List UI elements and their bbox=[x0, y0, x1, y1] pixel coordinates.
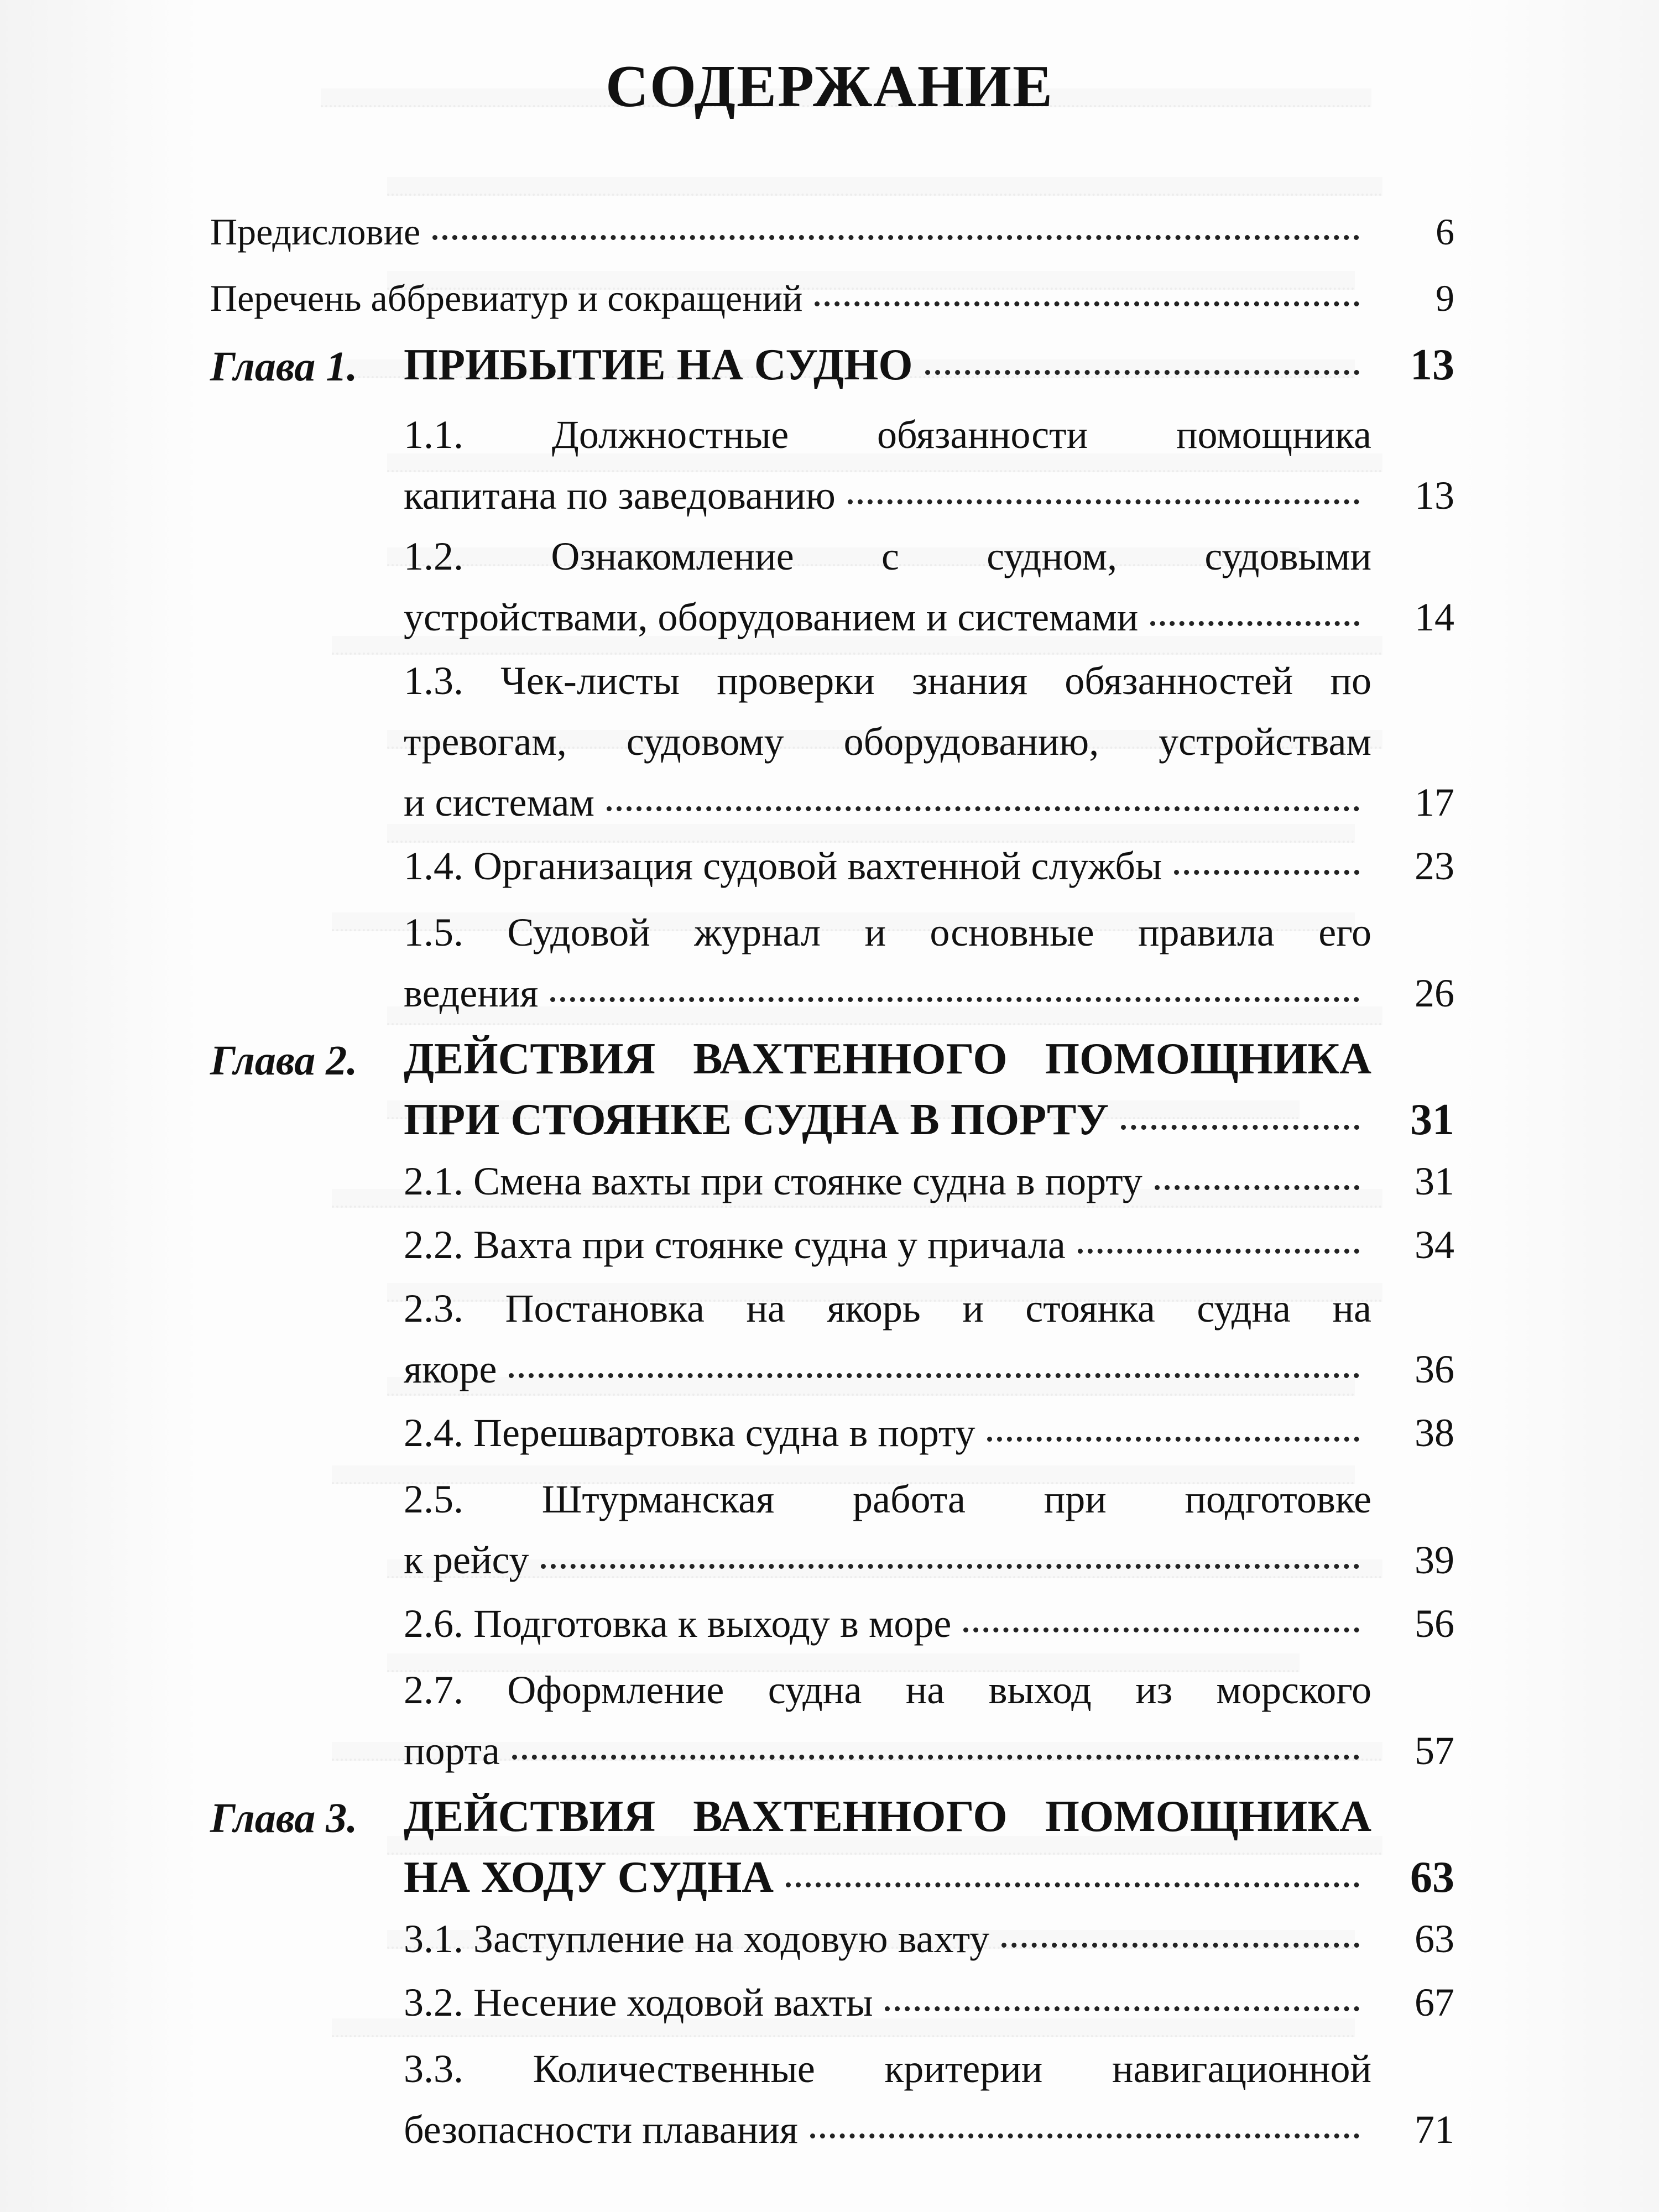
chapter-title[interactable]: ДЕЙСТВИЯ ВАХТЕННОГО ПОМОЩНИКА bbox=[404, 1035, 1371, 1083]
toc-page-number: 31 bbox=[1415, 1159, 1454, 1203]
dot-leader bbox=[550, 992, 1359, 1002]
toc-section-3-3[interactable] bbox=[404, 2107, 1454, 2153]
toc-section-1-4[interactable] bbox=[404, 843, 1454, 889]
toc-chapter-3[interactable] bbox=[404, 1853, 1454, 1903]
chapter-label: Глава 2. bbox=[210, 1037, 358, 1084]
toc-page-number: 23 bbox=[1415, 844, 1454, 888]
toc-section-1-1[interactable] bbox=[404, 473, 1454, 519]
toc-section-line[interactable]: тревогам, судовому оборудованию, устройствам bbox=[404, 719, 1371, 764]
toc-page-number: 56 bbox=[1415, 1601, 1454, 1646]
dot-leader bbox=[815, 296, 1359, 306]
toc-page-number: 38 bbox=[1415, 1411, 1454, 1455]
toc-entry-label: 3.1. Заступление на ходовую вахту bbox=[404, 1917, 990, 1961]
toc-entry-label: 2.4. Перешвартовка судна в порту bbox=[404, 1411, 975, 1455]
dot-leader bbox=[925, 364, 1359, 375]
dot-leader bbox=[512, 1749, 1359, 1760]
toc-section-2-6[interactable] bbox=[404, 1601, 1454, 1647]
toc-page-number: 36 bbox=[1415, 1347, 1454, 1391]
toc-section-line[interactable]: 1.5. Судовой журнал и основные правила его bbox=[404, 910, 1371, 954]
dot-leader bbox=[607, 801, 1359, 811]
dot-leader bbox=[885, 2001, 1359, 2011]
dot-leader bbox=[987, 1431, 1359, 1442]
toc-page-number: 26 bbox=[1415, 971, 1454, 1015]
toc-page-number: 6 bbox=[1436, 211, 1454, 253]
toc-entry-label: 2.2. Вахта при стоянке судна у причала bbox=[404, 1223, 1066, 1267]
dot-leader bbox=[963, 1622, 1359, 1632]
toc-entry-label: безопасности плавания bbox=[404, 2107, 798, 2152]
dot-leader bbox=[810, 2128, 1359, 2138]
toc-entry-label: капитана по заведованию bbox=[404, 473, 836, 518]
toc-page-number: 67 bbox=[1415, 1980, 1454, 2025]
dot-leader bbox=[1174, 864, 1359, 875]
toc-page-number: 31 bbox=[1410, 1095, 1454, 1144]
toc-page-number: 13 bbox=[1410, 341, 1454, 389]
toc-section-line[interactable]: 2.7. Оформление судна на выход из морского bbox=[404, 1668, 1371, 1712]
toc-page-number: 9 bbox=[1436, 277, 1454, 319]
toc-entry-label: 2.6. Подготовка к выходу в море bbox=[404, 1601, 952, 1646]
toc-section-line[interactable]: 1.2. Ознакомление с судном, судовыми bbox=[404, 534, 1371, 578]
dot-leader bbox=[1078, 1243, 1359, 1254]
toc-entry-label: порта bbox=[404, 1729, 500, 1773]
toc-section-2-4[interactable] bbox=[404, 1410, 1454, 1456]
toc-entry-label: 3.2. Несение ходовой вахты bbox=[404, 1980, 873, 2025]
toc-section-line[interactable]: 3.3. Количественные критерии навигационной bbox=[404, 2047, 1371, 2091]
page-title: СОДЕРЖАНИЕ bbox=[606, 54, 1053, 119]
toc-entry-label: 1.4. Организация судовой вахтенной службы bbox=[404, 844, 1162, 888]
dot-leader bbox=[1001, 1937, 1359, 1948]
toc-entry-abbreviations[interactable] bbox=[210, 276, 1454, 320]
toc-section-2-5[interactable] bbox=[404, 1537, 1454, 1583]
dot-leader bbox=[1121, 1119, 1359, 1130]
chapter-label: Глава 1. bbox=[210, 343, 358, 390]
toc-page-number: 63 bbox=[1415, 1917, 1454, 1961]
dot-leader bbox=[509, 1368, 1359, 1378]
chapter-title[interactable]: ДЕЙСТВИЯ ВАХТЕННОГО ПОМОЩНИКА bbox=[404, 1792, 1371, 1841]
toc-section-3-1[interactable] bbox=[404, 1916, 1454, 1962]
chapter-title: ПРИ СТОЯНКЕ СУДНА В ПОРТУ bbox=[404, 1095, 1109, 1144]
toc-page-number: 71 bbox=[1415, 2107, 1454, 2152]
toc-section-3-2[interactable] bbox=[404, 1980, 1454, 2026]
toc-entry-label: и системам bbox=[404, 780, 594, 825]
toc-page-number: 17 bbox=[1415, 780, 1454, 825]
dot-leader bbox=[1155, 1180, 1359, 1190]
toc-page-number: 39 bbox=[1415, 1538, 1454, 1582]
toc-entry-label: к рейсу bbox=[404, 1538, 529, 1582]
toc-section-line[interactable]: 1.1. Должностные обязанности помощника bbox=[404, 413, 1371, 457]
toc-section-1-2[interactable] bbox=[404, 594, 1454, 640]
toc-chapter-2[interactable] bbox=[404, 1095, 1454, 1145]
dot-leader bbox=[541, 1558, 1359, 1569]
toc-entry-label: 2.1. Смена вахты при стоянке судна в порту bbox=[404, 1159, 1142, 1203]
toc-section-1-3[interactable] bbox=[404, 780, 1454, 826]
toc-page-number: 63 bbox=[1410, 1853, 1454, 1902]
toc-section-2-2[interactable] bbox=[404, 1222, 1454, 1268]
toc-chapter-1[interactable] bbox=[404, 340, 1454, 390]
toc-section-2-3[interactable] bbox=[404, 1347, 1454, 1392]
toc-entry-label: Предисловие bbox=[210, 211, 421, 253]
dot-leader bbox=[432, 229, 1359, 240]
toc-entry-label: якоре bbox=[404, 1347, 497, 1391]
chapter-title: НА ХОДУ СУДНА bbox=[404, 1853, 774, 1902]
toc-entry-label: устройствами, оборудованием и системами bbox=[404, 595, 1139, 639]
toc-page-number: 34 bbox=[1415, 1223, 1454, 1267]
toc-entry-label: Перечень аббревиатур и сокращений bbox=[210, 277, 803, 319]
dot-leader bbox=[786, 1877, 1359, 1887]
dot-leader bbox=[848, 494, 1359, 504]
chapter-label: Глава 3. bbox=[210, 1795, 358, 1841]
dot-leader bbox=[1150, 615, 1359, 626]
toc-section-2-7[interactable] bbox=[404, 1728, 1454, 1774]
chapter-title: ПРИБЫТИЕ НА СУДНО bbox=[404, 341, 913, 389]
toc-section-2-1[interactable] bbox=[404, 1159, 1454, 1204]
toc-entry-label: ведения bbox=[404, 971, 539, 1015]
toc-section-line[interactable]: 2.3. Постановка на якорь и стоянка судна на bbox=[404, 1286, 1371, 1331]
toc-page-number: 14 bbox=[1415, 595, 1454, 639]
toc-page-number: 13 bbox=[1415, 473, 1454, 518]
toc-section-1-5[interactable] bbox=[404, 971, 1454, 1016]
toc-entry-preface[interactable] bbox=[210, 210, 1454, 254]
toc-section-line[interactable]: 1.3. Чек-листы проверки знания обязанностей по bbox=[404, 659, 1371, 703]
toc-page-number: 57 bbox=[1415, 1729, 1454, 1773]
toc-section-line[interactable]: 2.5. Штурманская работа при подготовке bbox=[404, 1477, 1371, 1521]
